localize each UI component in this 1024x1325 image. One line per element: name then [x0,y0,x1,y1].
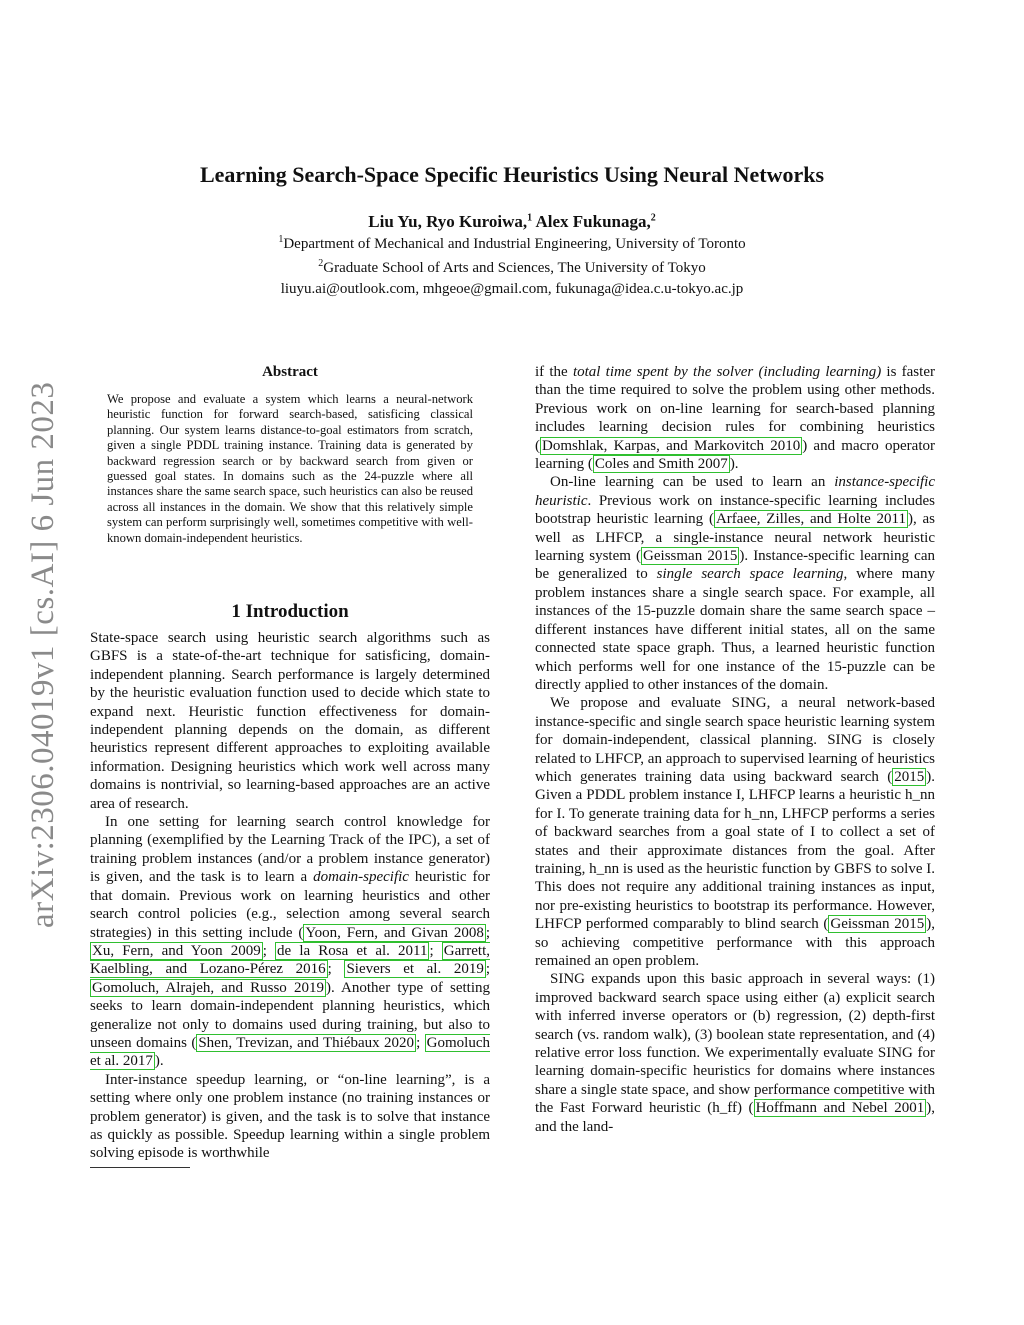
emphasis: instance-specific heuristic [535,474,935,509]
citation-link[interactable]: Geissman 2015 [643,548,738,565]
citation-link[interactable]: Yoon, Fern, and Givan 2008 [305,924,484,941]
citation-link[interactable]: Gomoluch et al. 2017 [90,1034,490,1070]
intro-paragraph-2: In one setting for learning search control knowledge for planning (exemplified by the Learning Track of the IPC), a set of training problem instances (and/or a problem instance generator) is given, and the task is to learn a domain-specific heuristic for that domain. Previous work on learning heuristics and other search control policies (e.g., selection among several search strategies) in this setting include ( Yoon, Fern, and Givan 2008 ; Xu, Fern, and Yoon 2009 ; de la Rosa et al. 2011 ; Garrett, Kaelbling, and Lozano-Pérez 2016 ; Sievers et al. 2019 ; Gomoluch, Alrajeh, and Russo 2019 ). Another type of setting seeks to learn domain-independent planning heuristics, which generalize not only to domains used during training, but also to unseen domains ( Shen, Trevizan, and Thiébaux 2020 ; Gomoluch et al. 2017 ). [90,814,491,1070]
author-emails: liuyu.ai@outlook.com, mhgeoe@gmail.com, fukunaga@idea.c.u-tokyo.ac.jp [280,281,744,297]
citation-link[interactable]: 2015 [894,768,925,785]
citation-link[interactable]: Hoffmann and Nebel 2001 [755,1100,925,1117]
citation-link[interactable]: de la Rosa et al. 2011 [277,942,428,959]
citation-link[interactable]: Sievers et al. 2019 [346,961,484,978]
citation-link[interactable]: Xu, Fern, and Yoon 2009 [92,942,261,959]
author-group-1: Liu Yu, Ryo Kuroiwa, [368,212,528,231]
text-span: is faster than the time required to solve the problem using other methods. Previous work on on-line learning for search-based planning includes learning decision rules for combining heuristics ( [535,364,935,454]
text-span: On-line learning can be used to learn an [550,474,835,491]
affiliation-2-text: Graduate School of Arts and Sciences, The University of Tokyo [323,260,706,276]
affiliation-1-text: Department of Mechanical and Industrial Engineering, University of Toronto [283,236,746,252]
right-column [535,363,935,1136]
emphasis: domain-specific [313,869,409,886]
right-paragraph-3 [535,694,935,970]
text-span: ) and macro operator learning ( [535,437,935,473]
text-span: ). [154,1053,164,1070]
footnote-rule [90,1167,190,1168]
text-span: ). Given a PDDL problem instance I, LHFCP learns a heuristic h_nn for I. To generate training data for h_nn, LHFCP performs a series of backward searches from a goal state of I to collect a set of states and their approximate distances from the goal. After training, h_nn is used as the heuristic function by GBFS to solve I. This does not require any additional training instances as input, nor pre-existing heuristics to bootstrap its performance. However, LHFCP performed comparably to blind search ( [535,768,935,933]
paper-title: Learning Search-Space Specific Heuristics Using Neural Networks [199,162,825,187]
citation-link[interactable]: Arfaee, Zilles, and Holte 2011 [715,511,906,528]
emphasis: total time spent by the solver (including learning) [572,364,882,380]
author-affil-marker-2: 2 [650,212,656,224]
citation-link[interactable]: Garrett, Kaelbling, and Lozano-Pérez 2016 [90,942,491,978]
text-span: . Previous work on instance-specific learning includes bootstrap heuristic learning ( [535,492,935,528]
abstract-text: We propose and evaluate a system which learns a neural-network heuristic function for forward search-based, satisficing classical planning. Our system learns distance-to-goal estimators from scratch, given a single PDDL training instance. Training data is generated by backward regression search or by backward search from given or guessed goal states. In domains such as the 24-puzzle where all instances share the same search space, such heuristics can also be reused across all instances in the domain. We show that this relatively simple system can perform surprisingly well, sometimes competitive with well-known domain-independent heuristics. [107,392,473,545]
author-list [0,212,1024,232]
abstract-heading: Abstract [262,364,318,380]
text-span: , where many problem instances share a single search space. For example, all instances of the 15-puzzle domain share the same search space – different instances have different initial states, all on the same connected state space graph. Thus, a learned heuristic function which performs well for one instance of the 15-puzzle can be directly applied to other instances of the domain. [535,566,936,693]
citation-link[interactable]: Geissman 2015 [830,916,925,933]
right-paragraph-4 [535,970,935,1136]
text-span: ), so achieving competitive performance with this approach remained an open problem. [535,916,935,969]
intro-paragraph-3: Inter-instance speedup learning, or “on-line learning”, is a setting where only one problem instance (no training instances or problem generator) is given, and the task is to solve that instance as quickly as possible. Speedup learning within a single problem solving episode is worthwhile [90,1071,490,1162]
text-span: SING expands upon this basic approach in several ways: (1) improved backward search space using either (a) explicit search with inferred inverse operators or (b) regression, (2) depth-first search (vs. random walk), (3) boolean state representation, and (4) relative error loss function. We experimentally evaluate SING for learning domain-specific heuristics for domains where instances share a single state space, and show performance competitive with the Fast Forward heuristic (h_ff) ( [535,971,935,1117]
citation-link[interactable]: Coles and Smith 2007 [594,456,728,473]
section-heading-introduction: 1 Introduction [231,601,349,622]
text-span: ). Instance-specific learning can be generalized to [535,548,935,583]
text-span: heuristic for that domain. Previous work on learning heuristics and other search control policies (e.g., selection among several search strategies) in this setting include ( [90,869,490,941]
right-paragraph-1 [535,363,935,473]
text-span: if the [535,364,573,380]
citation-link[interactable]: Shen, Trevizan, and Thiébaux 2020 [198,1034,415,1051]
right-paragraph-2 [535,473,935,694]
affiliation-2-number: 2 [318,258,324,269]
text-span: ), as well as LHFCP, a single-instance neural network heuristic learning system ( [535,511,935,565]
text-span: In one setting for learning search control knowledge for planning (exemplified by the Learning Track of the IPC), a set of training problem instances (and/or a problem instance generator) is given, and the task is to learn a [90,814,490,886]
affiliation-2 [0,260,1024,277]
emphasis: single search space learning [656,566,844,583]
text-span: We propose and evaluate SING, a neural network-based instance-specific and single search space heuristic learning system for domain-independent, classical planning. SING is closely related to LHFCP, an approach to supervised learning of heuristics which generates training data using backward search ( [535,695,935,785]
affiliation-1-number: 1 [278,234,284,245]
affiliation-1 [0,236,1024,253]
author-affil-marker-1: 1 [527,212,533,224]
arxiv-identifier[interactable]: arXiv:2306.04019v1 [cs.AI] 6 Jun 2023 [25,381,61,928]
author-group-2: Alex Fukunaga, [532,212,651,231]
text-span: ). [729,456,739,473]
text-span: ), and the land- [535,1100,935,1135]
citation-link[interactable]: Domshlak, Karpas, and Markovitch 2010 [542,437,801,454]
text-span: ). Another type of setting seeks to learn domain-independent planning heuristics, which generalize not only to domains used during training, but also to unseen domains ( [90,979,490,1051]
left-column [90,629,490,1163]
citation-link[interactable]: Gomoluch, Alrajeh, and Russo 2019 [92,979,324,996]
intro-paragraph-1: State-space search using heuristic search algorithms such as GBFS is a state-of-the-art technique for satisficing, domain-independent planning. Search performance is largely determined by the heuristic evaluation function used to decide which state to expand next. Heuristic function effectiveness for domain-independent planning depends on the domain, as different heuristics represent different approaches to exploiting available information. Designing heuristics which work well across many domains is nontrivial, so learning-based approaches are an active area of research. [90,630,490,812]
